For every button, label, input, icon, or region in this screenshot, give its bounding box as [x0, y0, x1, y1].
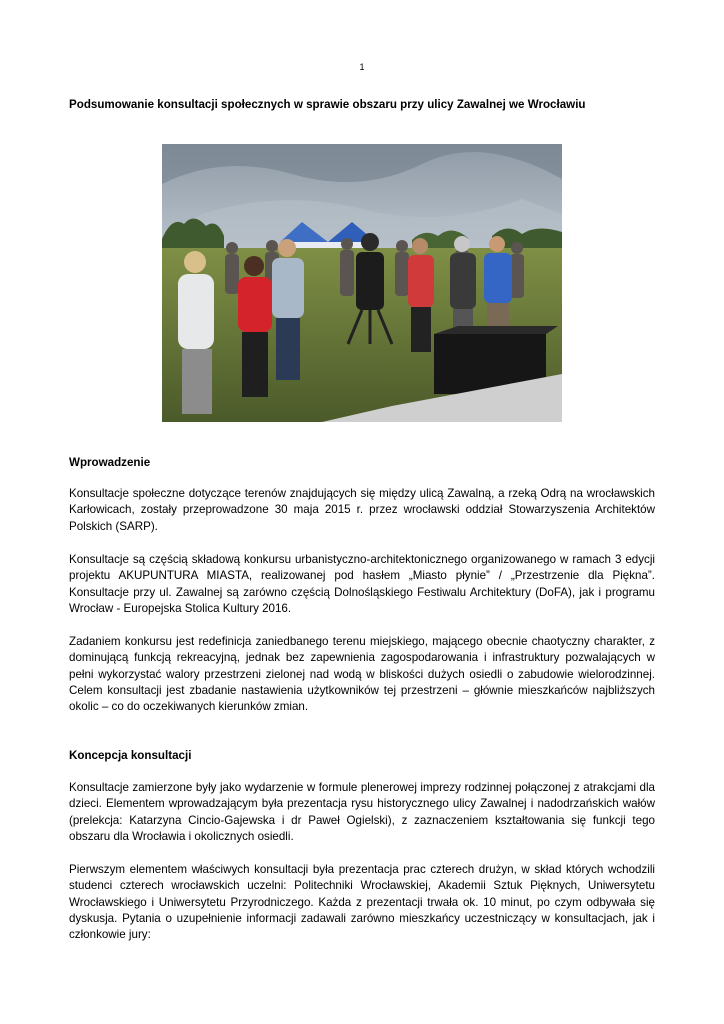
paragraph: Konsultacje społeczne dotyczące terenów znajdujących się między ulicą Zawalną, a rzeką Odrą na wrocławskich Karłowicach, zostały przeprowadzone 30 maja 2015 r. przez wrocławski oddział Stowarzyszenia Architektów Polskich (SARP).: [69, 487, 655, 533]
section-heading-introduction: Wprowadzenie: [69, 456, 151, 469]
page-number: 1: [359, 62, 365, 72]
paragraph: Pierwszym elementem właściwych konsultacji była prezentacja prac czterech drużyn, w skład których wchodzili studenci czterech wrocławskich uczelni: Politechniki Wrocławskiej, Akademii Sztuk Pięknych, Uniwersytetu Wrocławskiego i Uniwersytetu Przyrodniczego. Każda z prezentacji trwała ok. 10 minut, po czym odbywała się dyskusja. Pytania o uzupełnienie informacji zadawali zarówno mieszkańcy uczestniczący w konsultacjach, jak i członkowie jury:: [69, 863, 655, 942]
paragraph: Konsultacje są częścią składową konkursu urbanistyczno-architektonicznego organizowanego w ramach 3 edycji projektu AKUPUNTURA MIASTA, realizowanej pod hasłem „Miasto płynie” / „Przestrzenie dla Piękna”. Konsultacje przy ul. Zawalnej są zarówno częścią Dolnośląskiego Festiwalu Architektury (DoFA), jak i programu Wrocław - Europejska Stolica Kultury 2016.: [69, 553, 655, 615]
paragraph: Konsultacje zamierzone były jako wydarzenie w formule plenerowej imprezy rodzinnej połączonej z atrakcjami dla dzieci. Elementem wprowadzającym była prezentacja rysu historycznego ulicy Zawalnej i nadodrzańskich wałów (prelekcja: Katarzyna Cincio-Gajewska i dr Paweł Ogielski), z zaznaczeniem kształtowania się funkcji tego obszaru dla Wrocławia i okolicznych osiedli.: [69, 781, 655, 843]
document-title: Podsumowanie konsultacji społecznych w sprawie obszaru przy ulicy Zawalnej we Wrocławiu: [69, 98, 586, 111]
paragraph: Zadaniem konkursu jest redefinicja zaniedbanego terenu miejskiego, mającego obecnie chaotyczny charakter, z dominującą funkcją rekreacyjną, jednak bez zapewnienia zagospodarowania i infrastruktury pozwalających w pełni wykorzystać walory przestrzeni zielonej nad wodą w bliskości dużych osiedli o zabudowie wielorodzinnej. Celem konsultacji jest zbadanie nastawienia użytkowników tej przestrzeni – głównie mieszkańców najbliższych okolic – co do oczekiwanych kierunków zmian.: [69, 635, 655, 714]
photo-of-people-at-outdoor-consultation: [162, 144, 562, 422]
section-heading-consultation-concept: Koncepcja konsultacji: [69, 749, 192, 762]
